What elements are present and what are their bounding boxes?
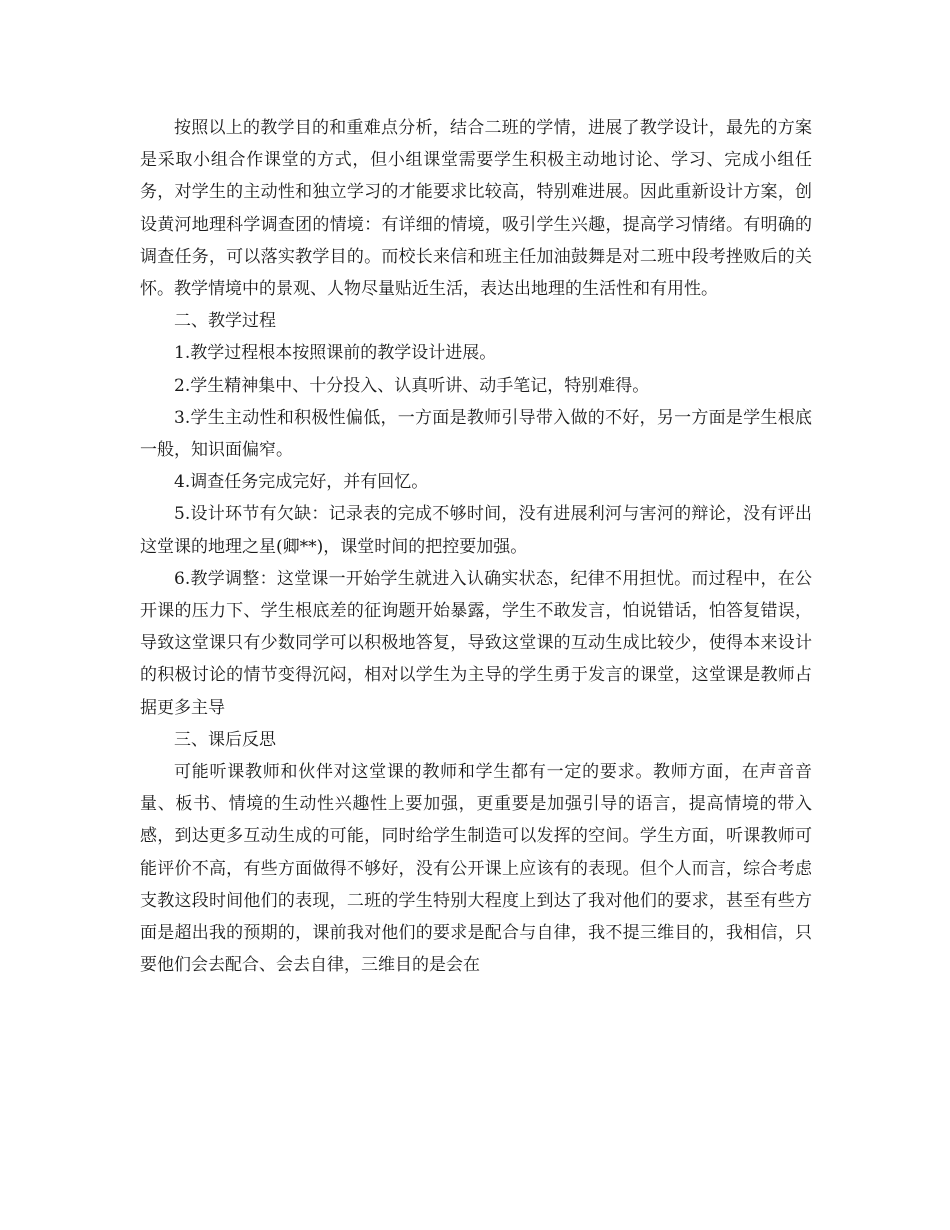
paragraph-design-plan: 按照以上的教学目的和重难点分析，结合二班的学情，进展了教学设计，最先的方案是采取小组合作课堂的方式，但小组课堂需要学生积极主动地讨论、学习、完成小组任务，对学生的主动性和独立学习的才能要求比较高，特别难进展。因此重新设计方案，创设黄河地理科学调查团的情境：有详细的情境，吸引学生兴趣，提高学习情绪。有明确的调查任务，可以落实教学目的。而校长来信和班主任加油鼓舞是对二班中段考挫败后的关怀。教学情境中的景观、人物尽量贴近生活，表达出地理的生活性和有用性。 bbox=[140, 118, 812, 300]
list-item-6: 6.教学调整：这堂课一开始学生就进入认确实状态，纪律不用担忧。而过程中，在公开课的压力下、学生根底差的征询题开始暴露，学生不敢发言，怕说错话，怕答复错误，导致这堂课只有少数同学可以积极地答复，导致这堂课的互动生成比较少，使得本来设计的积极讨论的情节变得沉闷，相对以学生为主导的学生勇于发言的课堂，这堂课是教师占据更多主导 bbox=[140, 568, 812, 718]
list-item-2: 2.学生精神集中、十分投入、认真听讲、动手笔记，特别难得。 bbox=[174, 375, 650, 396]
list-item-4: 4.调查任务完成完好，并有回忆。 bbox=[174, 472, 429, 493]
list-item-1: 1.教学过程根本按照课前的教学设计进展。 bbox=[174, 343, 497, 364]
heading-reflection: 三、课后反思 bbox=[174, 729, 276, 750]
list-item-5: 5.设计环节有欠缺：记录表的完成不够时间，没有进展利河与害河的辩论，没有评出这堂课的地理之星(卿**)，课堂时间的把控要加强。 bbox=[140, 504, 812, 557]
paragraph-reflection: 可能听课教师和伙伴对这堂课的教师和学生都有一定的要求。教师方面，在声音音量、板书、情境的生动性兴趣性上要加强，更重要是加强引导的语言，提高情境的带入感，到达更多互动生成的可能，同时给学生制造可以发挥的空间。学生方面，听课教师可能评价不高，有些方面做得不够好，没有公开课上应该有的表现。但个人而言，综合考虑支教这段时间他们的表现，二班的学生特别大程度上到达了我对他们的要求，甚至有些方面是超出我的预期的，课前我对他们的要求是配合与自律，我不提三维目的，我相信，只要他们会去配合、会去自律，三维目的是会在 bbox=[140, 762, 812, 976]
heading-teaching-process: 二、教学过程 bbox=[174, 311, 276, 332]
document-body bbox=[140, 112, 812, 981]
list-item-3: 3.学生主动性和积极性偏低，一方面是教师引导带入做的不好，另一方面是学生根底一般，知识面偏窄。 bbox=[140, 407, 812, 461]
